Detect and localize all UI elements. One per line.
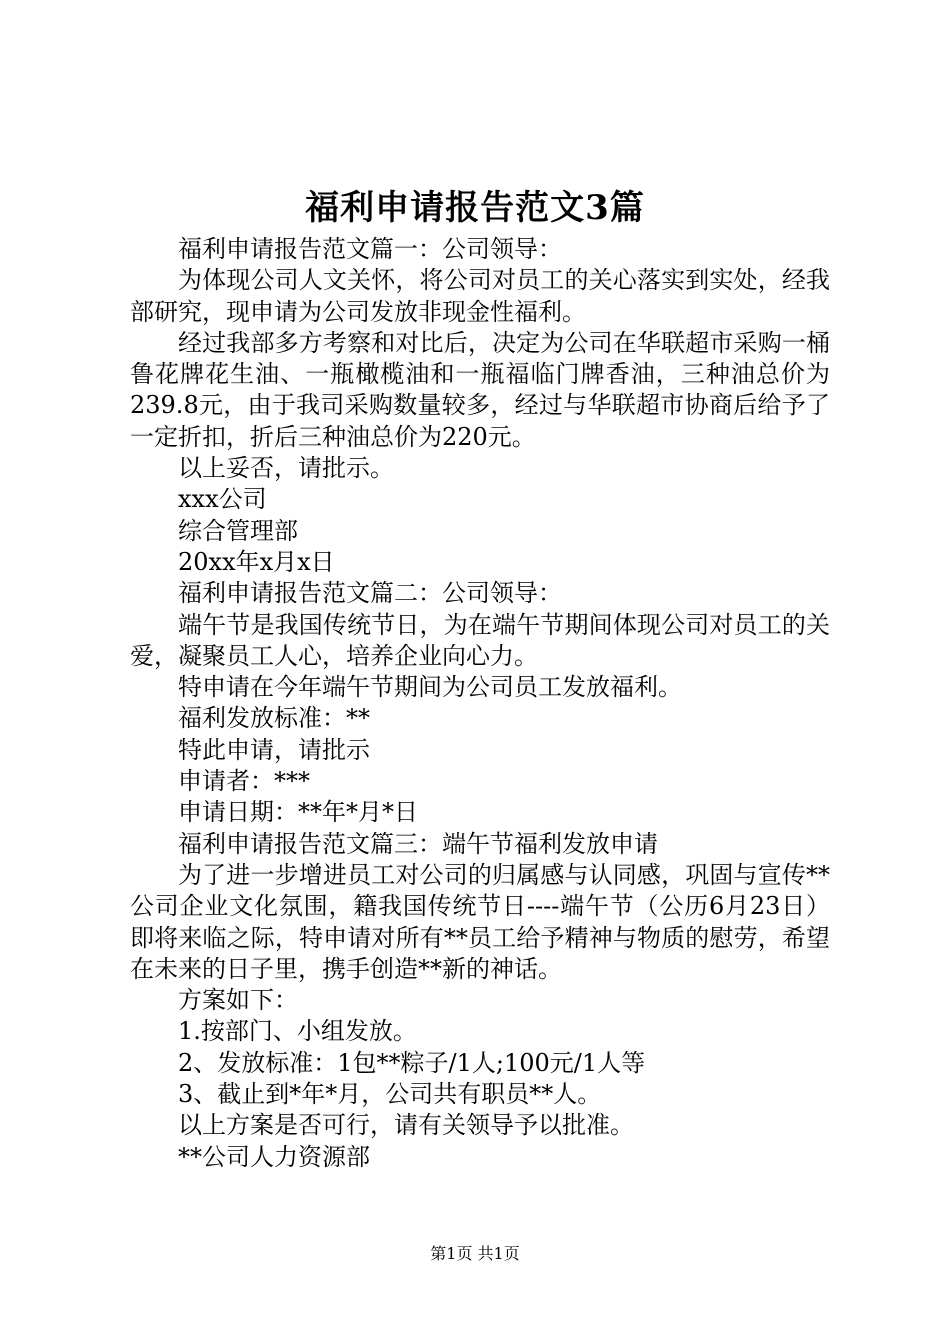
document-title: 福利申请报告范文3篇	[305, 188, 645, 228]
paragraph: xxx公司	[178, 485, 267, 514]
paragraph: 2、发放标准：1包**粽子/1人;100元/1人等	[178, 1048, 646, 1077]
paragraph: 为体现公司人文关怀，将公司对员工的关心落实到实处，经我部研究，现申请为公司发放非现金性福利。	[130, 266, 830, 326]
paragraph: 方案如下：	[178, 986, 298, 1015]
paragraph: 3、截止到*年*月，公司共有职员**人。	[178, 1080, 602, 1109]
paragraph: 综合管理部	[178, 516, 298, 545]
paragraph: 以上妥否，请批示。	[178, 454, 394, 483]
paragraph: 福利发放标准：**	[178, 704, 370, 733]
paragraph: 端午节是我国传统节日，为在端午节期间体现公司对员工的关爱，凝聚员工人心，培养企业向心力。	[130, 610, 830, 670]
paragraph: 特此申请，请批示	[178, 735, 370, 764]
paragraph: **公司人力资源部	[178, 1142, 370, 1171]
page-footer: 第1页 共1页	[430, 1244, 520, 1263]
paragraph: 申请日期：**年*月*日	[178, 798, 418, 827]
paragraph: 20xx年x月x日	[178, 547, 335, 576]
paragraph: 特申请在今年端午节期间为公司员工发放福利。	[178, 673, 682, 702]
paragraph: 申请者：***	[178, 767, 310, 796]
paragraph: 福利申请报告范文篇一：公司领导：	[178, 235, 562, 263]
document-body	[130, 234, 830, 1173]
paragraph: 福利申请报告范文篇二：公司领导：	[178, 579, 562, 608]
paragraph: 福利申请报告范文篇三：端午节福利发放申请	[178, 829, 658, 858]
paragraph: 以上方案是否可行，请有关领导予以批准。	[178, 1111, 634, 1140]
paragraph: 1.按部门、小组发放。	[178, 1017, 417, 1046]
paragraph: 经过我部多方考察和对比后，决定为公司在华联超市采购一桶鲁花牌花生油、一瓶橄榄油和一瓶福临门牌香油，三种油总价为239.8元，由于我司采购数量较多，经过与华联超市协商后给予了一定折扣，折后三种油总价为220元。	[130, 328, 830, 451]
paragraph: 为了进一步增进员工对公司的归属感与认同感，巩固与宣传**公司企业文化氛围，籍我国传统节日----端午节（公历6月23日）即将来临之际，特申请对所有**员工给予精神与物质的慰劳，希望在未来的日子里，携手创造**新的神话。	[130, 860, 830, 983]
